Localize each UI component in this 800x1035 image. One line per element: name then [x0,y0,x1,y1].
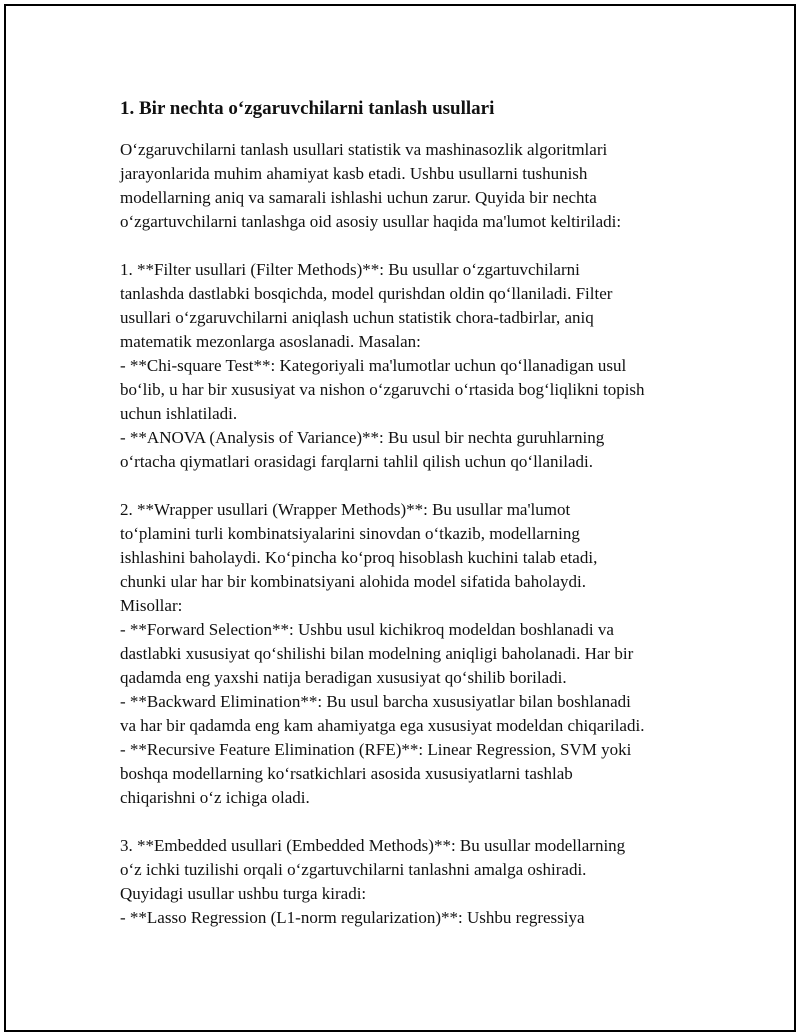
document-body [120,96,710,930]
paragraph-gap [120,234,710,258]
section-wrapper-methods: 2. **Wrapper usullari (Wrapper Methods)**: Bu usullar ma'lumot to‘plamini turli kombinatsiyalarini sinovdan o‘tkazib, modellarning ishlashini baholaydi. Ko‘pincha ko‘proq hisoblash kuchini talab etadi, chunki ular har bir kombinatsiyani alohida model sifatida baholaydi. Misollar: - **Forward Selection**: Ushbu usul kichikroq modeldan boshlanadi va dastlabki xususiyat qo‘shilishi bilan modelning aniqligi baholanadi. Har bir qadamda eng yaxshi natija beradigan xususiyat qo‘shilib boriladi. - **Backward Elimination**: Bu usul barcha xususiyatlar bilan boshlanadi va har bir qadamda eng kam ahamiyatga ega xususiyat modeldan chiqariladi. - **Recursive Feature Elimination (RFE)**: Linear Regression, SVM yoki boshqa modellarning ko‘rsatkichlari asosida xususiyatlarni tashlab chiqarishni o‘z ichiga oladi. [120,500,645,807]
paragraph-gap [120,474,710,498]
intro-paragraph: O‘zgaruvchilarni tanlash usullari statistik va mashinasozlik algoritmlari jarayonlarida muhim ahamiyat kasb etadi. Ushbu usullarni tushunish modellarning aniq va samarali ishlashi uchun zarur. Quyida bir nechta o‘zgartuvchilarni tanlashga oid asosiy usullar haqida ma'lumot keltiriladi: [120,140,622,231]
section-filter-methods: 1. **Filter usullari (Filter Methods)**: Bu usullar o‘zgartuvchilarni tanlashda dastlabki bosqichda, model qurishdan oldin qo‘llaniladi. Filter usullari o‘zgaruvchilarni aniqlash uchun statistik chora-tadbirlar, aniq matematik mezonlarga asoslanadi. Masalan: - **Chi-square Test**: Kategoriyali ma'lumotlar uchun qo‘llanadigan usul bo‘lib, u har bir xususiyat va nishon o‘zgaruvchi o‘rtasida bog‘liqlikni topish uchun ishlatiladi. - **ANOVA (Analysis of Variance)**: Bu usul bir nechta guruhlarning o‘rtacha qiymatlari orasidagi farqlarni tahlil qilish uchun qo‘llaniladi. [120,260,645,471]
document-heading: 1. Bir nechta o‘zgaruvchilarni tanlash usullari [120,98,495,119]
paragraph-gap [120,810,710,834]
section-embedded-methods: 3. **Embedded usullari (Embedded Methods)**: Bu usullar modellarning o‘z ichki tuzilishi orqali o‘zgartuvchilarni tanlashni amalga oshiradi. Quyidagi usullar ushbu turga kiradi: - **Lasso Regression (L1-norm regularization)**: Ushbu regressiya [120,836,626,927]
page-frame [4,4,796,1032]
